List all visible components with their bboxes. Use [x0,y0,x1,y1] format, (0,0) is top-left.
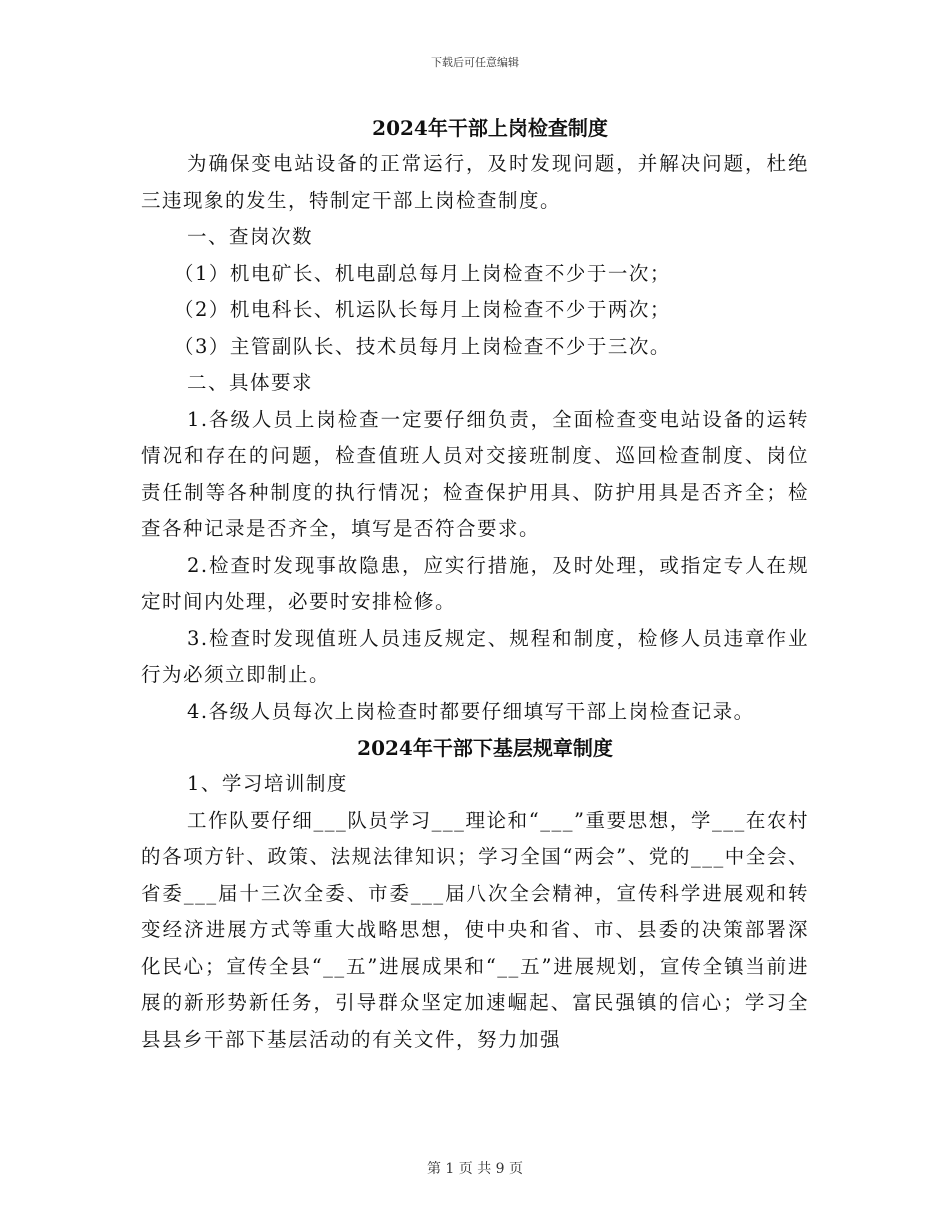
section1-requirement-2: 2.检查时发现事故隐患，应实行措施，及时处理，或指定专人在规定时间内处理，必要时安排检修。 [141,553,809,613]
section1-item-2: （2）机电科长、机运队长每月上岗检查不少于两次； [174,298,671,321]
page-header-note: 下载后可任意编辑 [431,56,519,69]
document-body [141,110,809,1058]
section1-intro-paragraph: 为确保变电站设备的正常运行，及时发现问题，并解决问题，杜绝三违现象的发生，特制定干部上岗检查制度。 [141,152,809,212]
section1-item-3: （3）主管副队长、技术员每月上岗检查不少于三次。 [174,334,671,358]
section2-title: 2024年干部下基层规章制度 [357,736,613,760]
section1-item-1: （1）机电矿长、机电副总每月上岗检查不少于一次； [174,261,671,285]
section1-requirement-3: 3.检查时发现值班人员违反规定、规程和制度，检修人员违章作业行为必须立即制止。 [141,626,809,686]
section2-training-paragraph: 工作队要仔细___队员学习___理论和“___”重要思想，学___在农村的各项方针、政策、法规法律知识；学习全国“两会”、党的___中全会、省委___届十三次全委、市委___届八次全会精神，宣传科学进展观和转变经济进展方式等重大战略思想，使中央和省、市、县委的决策部署深化民心；宣传全县“__五”进展成果和“__五”进展规划，宣传全镇当前进展的新形势新任务，引导群众坚定加速崛起、富民强镇的信心；学习全县县乡干部下基层活动的有关文件，努力加强 [141,808,809,1051]
section1-requirement-4: 4.各级人员每次上岗检查时都要仔细填写干部上岗检查记录。 [187,699,755,723]
section2-heading-training: 1、学习培训制度 [187,772,348,795]
section1-heading-requirements: 二、具体要求 [187,371,314,394]
section1-requirement-1: 1.各级人员上岗检查一定要仔细负责，全面检查变电站设备的运转情况和存在的问题，检查值班人员对交接班制度、巡回检查制度、岗位责任制等各种制度的执行情况；检查保护用具、防护用具是否齐全；检查各种记录是否齐全，填写是否符合要求。 [141,407,809,540]
page-number-footer: 第 1 页 共 9 页 [426,1161,524,1177]
section1-heading-inspection-frequency: 一、查岗次数 [187,225,314,248]
section1-title: 2024年干部上岗检查制度 [372,116,608,140]
